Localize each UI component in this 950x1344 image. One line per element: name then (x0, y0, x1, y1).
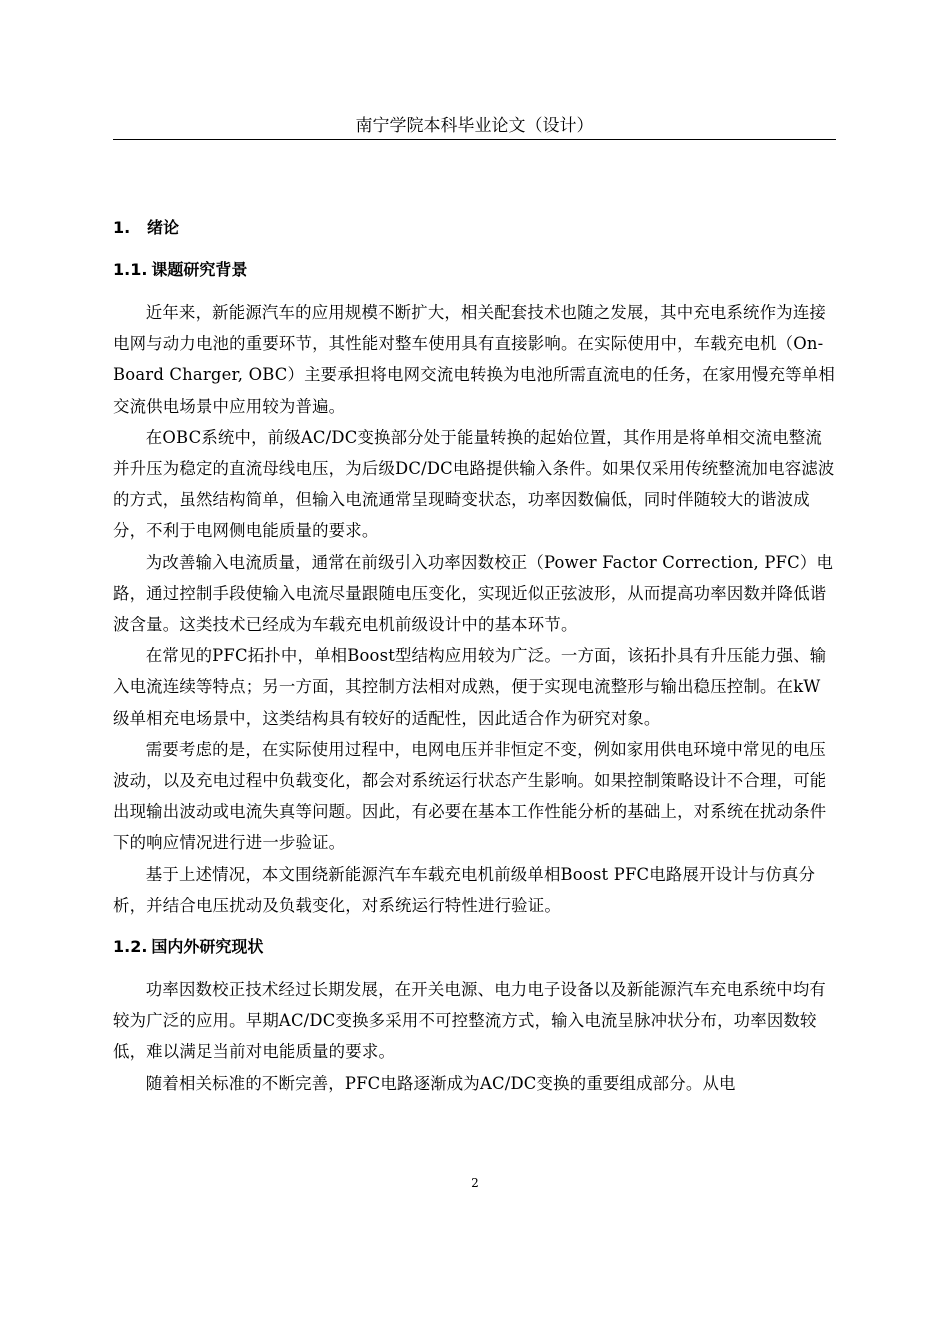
header-rule (113, 139, 836, 140)
section-title: 课题研究背景 (151, 260, 248, 279)
paragraph: 在常见的PFC拓扑中，单相Boost型结构应用较为广泛。一方面，该拓扑具有升压能力强、输入电流连续等特点；另一方面，其控制方法相对成熟，便于实现电流整形与输出稳压控制。在kW级单相充电场景中，这类结构具有较好的适配性，因此适合作为研究对象。 (113, 646, 827, 728)
paragraph: 随着相关标准的不断完善，PFC电路逐渐成为AC/DC变换的重要组成部分。从电 (145, 1073, 736, 1093)
paragraph: 功率因数校正技术经过长期发展，在开关电源、电力电子设备以及新能源汽车充电系统中均有较为广泛的应用。早期AC/DC变换多采用不可控整流方式，输入电流呈脉冲状分布，功率因数较低，难以满足当前对电能质量的要求。 (113, 980, 827, 1062)
paragraph: 需要考虑的是，在实际使用过程中，电网电压并非恒定不变，例如家用供电环境中常见的电压波动，以及充电过程中负载变化，都会对系统运行状态产生影响。如果控制策略设计不合理，可能出现输出波动或电流失真等问题。因此，有必要在基本工作性能分析的基础上，对系统在扰动条件下的响应情况进行进一步验证。 (113, 739, 827, 853)
paragraph: 基于上述情况，本文围绕新能源汽车车载充电机前级单相Boost PFC电路展开设计与仿真分析，并结合电压扰动及负载变化，对系统运行特性进行验证。 (113, 864, 816, 915)
section-heading-1-2 (113, 932, 836, 962)
chapter-heading (113, 213, 836, 243)
chapter-number: 1. (113, 218, 131, 237)
paragraph: 近年来，新能源汽车的应用规模不断扩大，相关配套技术也随之发展，其中充电系统作为连接电网与动力电池的重要环节，其性能对整车使用具有直接影响。在实际使用中，车载充电机（On-Board Charger, OBC）主要承担将电网交流电转换为电池所需直流电的任务，在家用慢充等单相交流供电场景中应用较为普遍。 (113, 303, 835, 416)
section-title: 国内外研究现状 (151, 937, 264, 957)
section-number: 1.1. (113, 260, 148, 279)
paragraph: 为改善输入电流质量，通常在前级引入功率因数校正（Power Factor Correction, PFC）电路，通过控制手段使输入电流尽量跟随电压变化，实现近似正弦波形，从而提高功率因数并降低谐波含量。这类技术已经成为车载充电机前级设计中的基本环节。 (113, 552, 834, 635)
page-number: 2 (471, 1176, 479, 1190)
body-text (113, 213, 836, 1099)
running-header: 南宁学院本科毕业论文（设计） (355, 116, 594, 136)
section-number: 1.2. (113, 937, 148, 957)
paragraph: 在OBC系统中，前级AC/DC变换部分处于能量转换的起始位置，其作用是将单相交流电整流并升压为稳定的直流母线电压，为后级DC/DC电路提供输入条件。如果仅采用传统整流加电容滤波的方式，虽然结构简单，但输入电流通常呈现畸变状态，功率因数偏低，同时伴随较大的谐波成分，不利于电网侧电能质量的要求。 (113, 427, 835, 541)
chapter-title: 绪论 (147, 218, 180, 237)
section-heading-1-1 (113, 255, 836, 285)
